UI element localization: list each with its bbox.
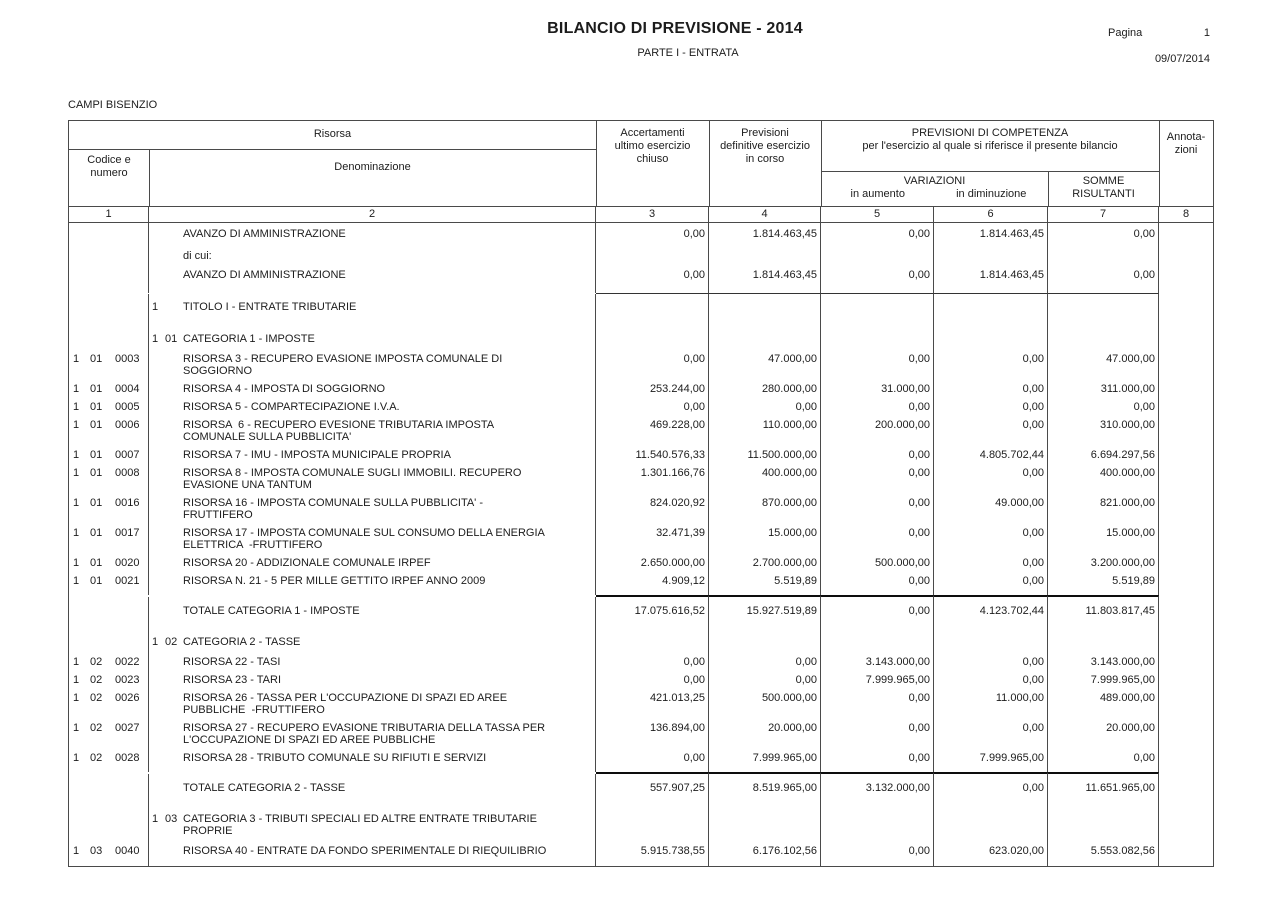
entity-name: CAMPI BISENZIO [68,99,158,111]
code-cell: 1 01 0004 [69,379,149,397]
table-row [69,246,1213,264]
description-cell: RISORSA 7 - IMU - IMPOSTA MUNICIPALE PROPRIA [149,445,596,463]
value-cell: 136.894,00 [596,718,709,748]
header-denominazione: Denominazione [334,161,411,173]
value-cell: 11.803.817,45 [1048,597,1159,626]
value-cell: 7.999.965,00 [1048,670,1159,688]
value-cell: 3.143.000,00 [821,652,934,670]
value-cell: 0,00 [821,493,934,523]
value-cell [934,246,1048,264]
value-cell: 0,00 [934,463,1048,493]
value-cell: 32.471,39 [596,523,709,553]
value-cell: 47.000,00 [709,349,821,379]
header-previsioni-competenza: PREVISIONI DI COMPETENZA per l'esercizio al quale si riferisce il presente bilancio [862,127,1118,152]
value-cell [821,803,934,841]
category-row [69,323,1213,349]
code-cell [69,766,149,772]
code-cell: 1 02 0026 [69,688,149,718]
description-cell: 1 01 CATEGORIA 1 - IMPOSTE [149,323,596,349]
code-cell [69,589,149,595]
table-header [69,121,1213,206]
header-risorsa: Risorsa [313,128,352,140]
value-cell [934,803,1048,841]
description-cell: RISORSA 20 - ADDIZIONALE COMUNALE IRPEF [149,553,596,571]
value-cell: 3.132.000,00 [821,774,934,803]
value-cell: 11.500.000,00 [709,445,821,463]
code-cell: 1 01 0017 [69,523,149,553]
description-cell: RISORSA 3 - RECUPERO EVASIONE IMPOSTA COMUNALE DI SOGGIORNO [149,349,596,379]
value-cell: 0,00 [821,445,934,463]
annotations-cell [1159,223,1213,246]
value-cell: 489.000,00 [1048,688,1159,718]
description-cell: TOTALE CATEGORIA 2 - TASSE [149,774,596,803]
code-cell: 1 01 0016 [69,493,149,523]
value-cell: 0,00 [821,748,934,766]
value-cell [709,246,821,264]
description-cell: RISORSA 16 - IMPOSTA COMUNALE SULLA PUBBLICITA' - FRUTTIFERO [149,493,596,523]
table-row [69,397,1213,415]
annotations-cell [1159,652,1213,670]
annotations-cell [1159,718,1213,748]
value-cell: 500.000,00 [821,553,934,571]
value-cell: 200.000,00 [821,415,934,445]
description-cell: RISORSA 22 - TASI [149,652,596,670]
code-cell [69,246,149,264]
annotations-cell [1159,493,1213,523]
code-cell [69,774,149,803]
value-cell [709,803,821,841]
code-cell: 1 02 0028 [69,748,149,766]
value-cell: 0,00 [1048,397,1159,415]
column-numbers-row: 1 2 3 4 5 6 7 8 [69,206,1213,223]
divider [69,149,596,150]
header-in-aumento: in aumento [850,188,905,200]
value-cell: 0,00 [709,397,821,415]
title-row [69,294,1213,323]
total-row [69,774,1213,803]
value-cell: 1.814.463,45 [934,264,1048,287]
table-row [69,264,1213,287]
value-cell: 15.000,00 [709,523,821,553]
table-row [69,718,1213,748]
value-cell: 0,00 [596,397,709,415]
code-cell [69,223,149,246]
annotations-cell [1159,626,1213,652]
annotations-cell [1159,323,1213,349]
value-cell [934,294,1048,323]
value-cell [709,626,821,652]
value-cell: 47.000,00 [1048,349,1159,379]
description-cell [149,287,596,293]
value-cell: 15.000,00 [1048,523,1159,553]
value-cell: 1.814.463,45 [934,223,1048,246]
value-cell: 0,00 [709,652,821,670]
value-cell: 0,00 [934,718,1048,748]
table-row [69,748,1213,766]
annotations-cell [1159,841,1213,859]
description-cell [149,859,596,866]
value-cell [1048,246,1159,264]
value-cell: 0,00 [934,379,1048,397]
description-cell: di cui: [149,246,596,264]
budget-table [68,120,1214,867]
value-cell [934,323,1048,349]
value-cell: 0,00 [934,397,1048,415]
value-cell: 0,00 [1048,264,1159,287]
annotations-cell [1159,463,1213,493]
description-cell: RISORSA 4 - IMPOSTA DI SOGGIORNO [149,379,596,397]
value-cell [1048,323,1159,349]
value-cell: 6.694.297,56 [1048,445,1159,463]
value-cell: 5.519,89 [1048,571,1159,589]
annotations-cell [1159,774,1213,803]
value-cell [821,323,934,349]
description-cell: 1 03 CATEGORIA 3 - TRIBUTI SPECIALI ED ALTRE ENTRATE TRIBUTARIE PROPRIE [149,803,596,841]
code-cell: 1 02 0022 [69,652,149,670]
description-cell: RISORSA 8 - IMPOSTA COMUNALE SUGLI IMMOBILI. RECUPERO EVASIONE UNA TANTUM [149,463,596,493]
value-cell: 5.915.738,55 [596,841,709,859]
annotations-cell [1159,803,1213,841]
annotations-cell [1159,748,1213,766]
description-cell: AVANZO DI AMMINISTRAZIONE [149,264,596,287]
value-cell: 2.700.000,00 [709,553,821,571]
value-cell: 557.907,25 [596,774,709,803]
page-subtitle: PARTE I - ENTRATA [637,47,739,59]
code-cell: 1 01 0003 [69,349,149,379]
value-cell: 0,00 [596,652,709,670]
divider [821,171,1159,172]
code-cell: 1 01 0007 [69,445,149,463]
value-cell [821,294,934,323]
annotations-cell [1159,379,1213,397]
header-previsioni: Previsioni definitive esercizio in corso [720,127,810,165]
table-row [69,523,1213,553]
value-cell: 400.000,00 [1048,463,1159,493]
value-cell: 1.814.463,45 [709,264,821,287]
category-row [69,626,1213,652]
code-cell [69,294,149,323]
value-cell [1048,294,1159,323]
code-cell [69,859,149,866]
value-cell: 400.000,00 [709,463,821,493]
table-row [69,553,1213,571]
annotations-cell [1159,571,1213,589]
header-codice-numero: Codice e numero [87,154,131,179]
value-cell: 110.000,00 [709,415,821,445]
annotations-cell [1159,349,1213,379]
description-cell [149,766,596,772]
value-cell: 0,00 [934,415,1048,445]
code-cell: 1 01 0005 [69,397,149,415]
value-cell: 821.000,00 [1048,493,1159,523]
value-cell: 5.519,89 [709,571,821,589]
value-cell [596,294,709,323]
annotations-cell [1159,523,1213,553]
annotations-cell [1159,688,1213,718]
description-cell [149,589,596,595]
value-cell [934,626,1048,652]
annotations-cell [1159,766,1213,772]
value-cell: 310.000,00 [1048,415,1159,445]
value-cell [709,294,821,323]
value-cell: 0,00 [821,397,934,415]
value-cell: 253.244,00 [596,379,709,397]
value-cell: 0,00 [596,748,709,766]
value-cell: 421.013,25 [596,688,709,718]
value-cell: 3.143.000,00 [1048,652,1159,670]
value-cell: 0,00 [821,463,934,493]
annotations-cell [1159,397,1213,415]
description-cell: RISORSA 5 - COMPARTECIPAZIONE I.V.A. [149,397,596,415]
table-body [69,223,1213,866]
value-cell: 0,00 [934,670,1048,688]
value-cell: 824.020,92 [596,493,709,523]
header-accertamenti: Accertamenti ultimo esercizio chiuso [614,127,691,165]
annotations-cell [1159,445,1213,463]
value-cell: 49.000,00 [934,493,1048,523]
value-cell: 0,00 [821,841,934,859]
value-cell: 31.000,00 [821,379,934,397]
value-cell [596,626,709,652]
value-cell [821,626,934,652]
value-cell: 11.000,00 [934,688,1048,718]
value-cell: 280.000,00 [709,379,821,397]
annotations-cell [1159,287,1213,293]
value-cell: 0,00 [1048,748,1159,766]
annotations-cell [1159,415,1213,445]
value-cell: 8.519.965,00 [709,774,821,803]
value-cell: 5.553.082,56 [1048,841,1159,859]
header-in-diminuzione: in diminuzione [956,188,1027,200]
description-cell: 1 TITOLO I - ENTRATE TRIBUTARIE [149,294,596,323]
value-cell: 7.999.965,00 [934,748,1048,766]
value-cell: 0,00 [596,670,709,688]
value-cell [1048,859,1159,866]
page-number: 1 [1203,27,1210,39]
code-cell: 1 01 0008 [69,463,149,493]
value-cell: 4.805.702,44 [934,445,1048,463]
description-cell: RISORSA 28 - TRIBUTO COMUNALE SU RIFIUTI E SERVIZI [149,748,596,766]
value-cell: 0,00 [821,718,934,748]
description-cell: RISORSA 26 - TASSA PER L'OCCUPAZIONE DI SPAZI ED AREE PUBBLICHE -FRUTTIFERO [149,688,596,718]
value-cell: 0,00 [934,523,1048,553]
value-cell [821,246,934,264]
value-cell: 7.999.965,00 [821,670,934,688]
annotations-cell [1159,597,1213,626]
value-cell: 0,00 [934,349,1048,379]
value-cell: 0,00 [821,223,934,246]
value-cell: 0,00 [821,688,934,718]
table-row [69,841,1213,859]
value-cell [596,859,709,866]
table-row [69,445,1213,463]
value-cell: 6.176.102,56 [709,841,821,859]
code-cell: 1 01 0021 [69,571,149,589]
value-cell [596,246,709,264]
value-cell: 870.000,00 [709,493,821,523]
value-cell: 500.000,00 [709,688,821,718]
spacer-row [69,859,1213,866]
value-cell [821,859,934,866]
total-row [69,597,1213,626]
table-row [69,652,1213,670]
annotations-cell [1159,246,1213,264]
print-date: 09/07/2014 [1154,53,1210,65]
value-cell [1048,626,1159,652]
value-cell: 311.000,00 [1048,379,1159,397]
value-cell: 0,00 [821,571,934,589]
annotations-cell [1159,589,1213,595]
value-cell: 1.814.463,45 [709,223,821,246]
value-cell: 7.999.965,00 [709,748,821,766]
description-cell: TOTALE CATEGORIA 1 - IMPOSTE [149,597,596,626]
code-cell: 1 02 0023 [69,670,149,688]
value-cell: 20.000,00 [709,718,821,748]
value-cell [1048,803,1159,841]
value-cell: 3.200.000,00 [1048,553,1159,571]
value-cell [596,803,709,841]
value-cell: 20.000,00 [1048,718,1159,748]
code-cell: 1 02 0027 [69,718,149,748]
table-row [69,349,1213,379]
value-cell [709,859,821,866]
divider [149,149,150,206]
code-cell: 1 01 0006 [69,415,149,445]
value-cell: 1.301.166,76 [596,463,709,493]
code-cell [69,323,149,349]
code-cell [69,803,149,841]
code-cell [69,626,149,652]
description-cell: RISORSA 17 - IMPOSTA COMUNALE SUL CONSUMO DELLA ENERGIA ELETTRICA -FRUTTIFERO [149,523,596,553]
value-cell: 0,00 [821,264,934,287]
value-cell: 0,00 [934,652,1048,670]
value-cell: 17.075.616,52 [596,597,709,626]
table-row [69,223,1213,246]
value-cell: 0,00 [709,670,821,688]
value-cell [934,859,1048,866]
value-cell: 4.909,12 [596,571,709,589]
value-cell: 15.927.519,89 [709,597,821,626]
header-variazioni: VARIAZIONI in aumento in diminuzione [821,175,1048,201]
value-cell [596,323,709,349]
value-cell: 4.123.702,44 [934,597,1048,626]
table-row [69,379,1213,397]
value-cell: 0,00 [821,349,934,379]
value-cell: 0,00 [821,597,934,626]
description-cell: RISORSA 23 - TARI [149,670,596,688]
value-cell: 469.228,00 [596,415,709,445]
page-number-label: Pagina [1108,27,1143,39]
annotations-cell [1159,859,1213,866]
table-row [69,493,1213,523]
value-cell: 2.650.000,00 [596,553,709,571]
description-cell: RISORSA 27 - RECUPERO EVASIONE TRIBUTARIA DELLA TASSA PER L'OCCUPAZIONE DI SPAZI ED AREE PUBBLICHE [149,718,596,748]
description-cell: AVANZO DI AMMINISTRAZIONE [149,223,596,246]
code-cell: 1 01 0020 [69,553,149,571]
value-cell: 0,00 [821,523,934,553]
annotations-cell [1159,553,1213,571]
value-cell: 0,00 [596,349,709,379]
code-cell [69,597,149,626]
description-cell: RISORSA N. 21 - 5 PER MILLE GETTITO IRPEF ANNO 2009 [149,571,596,589]
description-cell: RISORSA 6 - RECUPERO EVESIONE TRIBUTARIA IMPOSTA COMUNALE SULLA PUBBLICITA' [149,415,596,445]
code-cell [69,287,149,293]
description-cell: RISORSA 40 - ENTRATE DA FONDO SPERIMENTALE DI RIEQUILIBRIO [149,841,596,859]
annotations-cell [1159,294,1213,323]
value-cell: 0,00 [1048,223,1159,246]
value-cell: 11.540.576,33 [596,445,709,463]
table-row [69,463,1213,493]
header-somme-risultanti: SOMME RISULTANTI [1072,175,1135,200]
category-row [69,803,1213,841]
value-cell: 0,00 [934,774,1048,803]
table-row [69,415,1213,445]
table-row [69,571,1213,589]
annotations-cell [1159,264,1213,287]
value-cell: 623.020,00 [934,841,1048,859]
value-cell [709,323,821,349]
description-cell: 1 02 CATEGORIA 2 - TASSE [149,626,596,652]
value-cell: 0,00 [596,223,709,246]
page-title: BILANCIO DI PREVISIONE - 2014 [547,20,803,37]
value-cell: 0,00 [596,264,709,287]
table-row [69,670,1213,688]
code-cell: 1 03 0040 [69,841,149,859]
value-cell: 0,00 [934,571,1048,589]
annotations-cell [1159,670,1213,688]
value-cell: 11.651.965,00 [1048,774,1159,803]
value-cell: 0,00 [934,553,1048,571]
table-row [69,688,1213,718]
code-cell [69,264,149,287]
header-annotazioni: Annota- zioni [1166,131,1206,156]
